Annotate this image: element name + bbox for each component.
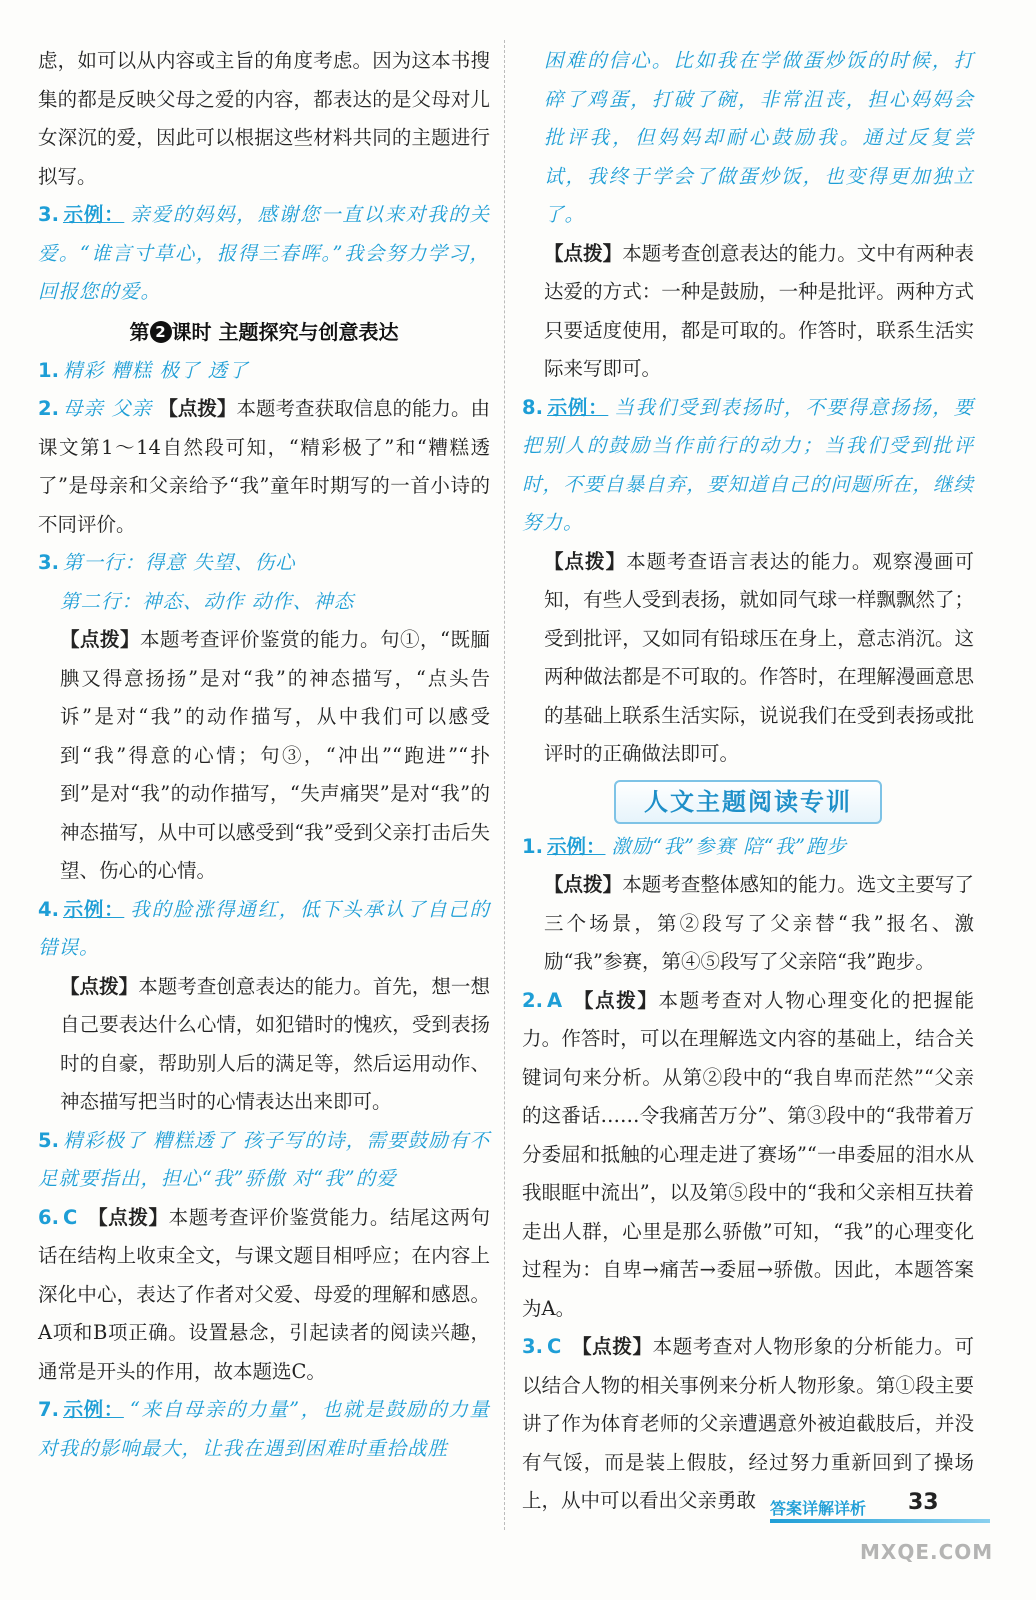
question-7-hint — [522, 235, 974, 389]
answer-line-2: 第二行：神态、动作 动作、神态 — [60, 589, 355, 613]
example-tag: 示例： — [546, 395, 609, 419]
question-3b-hint — [38, 621, 490, 891]
answer-text: 困难的信心。比如我在学做蛋炒饭的时候，打碎了鸡蛋，打破了碗，非常沮丧，担心妈妈会批评我，但妈妈却耐心鼓励我。通过反复尝试，我终于学会了做蛋炒饭，也变得更加独立了。 — [544, 49, 974, 226]
question-4 — [38, 891, 490, 968]
hint-text: 本题考查创意表达的能力。首先，想一想自己要表达什么心情，如犯错时的愧疚，受到表扬时的自豪，帮助别人后的满足等，然后运用动作、神态描写把当时的心情表达出来即可。 — [60, 974, 490, 1113]
example-tag: 示例： — [62, 1398, 124, 1421]
hint-label: 【点拨】 — [88, 1205, 169, 1229]
answer-text: 我的脸涨得通红，低下头承认了自己的错误。 — [38, 897, 490, 959]
hint-label: 【点拨】 — [60, 628, 141, 651]
answer-text: 激励“我”参赛 陪“我”跑步 — [611, 834, 848, 858]
example-tag: 示例： — [62, 897, 125, 921]
lesson-number-badge: 2 — [150, 321, 172, 343]
hint-label: 【点拨】 — [544, 873, 623, 896]
example-tag: 示例： — [62, 203, 125, 226]
page-number: 33 — [908, 1490, 939, 1515]
section-banner-wrap — [522, 774, 974, 828]
question-number: 3. — [38, 551, 59, 574]
left-column — [38, 42, 490, 1468]
reading-question-1 — [522, 828, 974, 867]
question-3b — [38, 544, 490, 583]
question-number: 1. — [522, 834, 543, 858]
lesson-prefix: 第 — [129, 319, 150, 344]
question-6 — [38, 1199, 490, 1392]
hint-text: 本题考查获取信息的能力。由课文第1～14自然段可知，“精彩极了”和“糟糕透了”是母亲和父亲给予“我”童年时期写的一首小诗的不同评价。 — [38, 397, 490, 536]
hint-text: 本题考查整体感知的能力。选文主要写了三个场景，第②段写了父亲替“我”报名、激励“我”参赛，第④⑤段写了父亲陪“我”跑步。 — [544, 873, 974, 973]
answer-line-1: 第一行：得意 失望、伤心 — [62, 551, 296, 574]
question-1 — [38, 352, 490, 391]
lesson-heading — [38, 312, 490, 352]
intro-paragraph: 虑，如可以从内容或主旨的角度考虑。因为这本书搜集的都是反映父母之爱的内容，都表达的是父母对儿女深沉的爱，因此可以根据这些材料共同的主题进行拟写。 — [38, 49, 490, 188]
hint-label: 【点拨】 — [544, 241, 623, 265]
answer-text: 母亲 父亲 — [62, 397, 153, 420]
question-7 — [38, 1391, 490, 1468]
hint-label: 【点拨】 — [573, 988, 659, 1012]
question-number: 2. — [38, 397, 59, 420]
answer-text: 当我们受到表扬时，不要得意扬扬，要把别人的鼓励当作前行的动力；当我们受到批评时，不要自暴自弃，要知道自己的问题所在，继续努力。 — [522, 395, 974, 534]
hint-label: 【点拨】 — [60, 974, 139, 998]
question-number: 4. — [38, 897, 59, 921]
footer-label: 答案详解详析 — [770, 1499, 867, 1518]
hint-text: 本题考查对人物形象的分析能力。可以结合人物的相关事例来分析人物形象。第①段主要讲了作为体育老师的父亲遭遇意外被迫截肢后，并没有气馁，而是装上假肢，经过努力重新回到了操场上，从中可以看出父亲勇敢 — [522, 1335, 974, 1512]
hint-text: 本题考查对人物心理变化的把握能力。作答时，可以在理解选文内容的基础上，结合关键词句来分析。从第②段中的“我自卑而茫然”“父亲的这番话……令我痛苦万分”、第③段中的“我带着万分委屈和抵触的心理走进了赛场”“一串委屈的泪水从我眼眶中流出”，以及第⑤段中的“我和父亲相互扶着走出人群，心里是那么骄傲”可知，“我”的心理变化过程为：自卑→痛苦→委屈→骄傲。因此，本题答案为A。 — [522, 988, 974, 1320]
question-2 — [38, 390, 490, 544]
question-5 — [38, 1122, 490, 1199]
question-3b-line-2 — [38, 583, 490, 622]
question-number: 5. — [38, 1128, 59, 1152]
question-number: 1. — [38, 358, 59, 382]
answer-choice: C — [62, 1205, 78, 1229]
reading-question-2 — [522, 982, 974, 1329]
column-divider — [504, 40, 505, 1530]
question-8-hint — [522, 543, 974, 774]
example-tag: 示例： — [546, 834, 606, 858]
watermark: MXQE.COM — [860, 1540, 994, 1564]
hint-text: 本题考查评价鉴赏能力。结尾这两句话在结构上收束全文，与课文题目相呼应；在内容上深化中心，表达了作者对父爱、母爱的理解和感恩。A项和B项正确。设置悬念，引起读者的阅读兴趣，通常是开头的作用，故本题选C。 — [38, 1205, 490, 1383]
question-number: 8. — [522, 395, 543, 419]
hint-label: 【点拨】 — [572, 1335, 653, 1358]
question-number: 3. — [38, 203, 59, 226]
hint-text: 本题考查评价鉴赏的能力。句①，“既腼腆又得意扬扬”是对“我”的神态描写，“点头告诉”是对“我”的动作描写，从中我们可以感受到“我”得意的心情；句③，“冲出”“跑进”“扑到”是对“我”的动作描写，“失声痛哭”是对“我”的神态描写，从中可以感受到“我”受到父亲打击后失望、伤心的心情。 — [60, 628, 490, 882]
answer-text: 精彩极了 糟糕透了 孩子写的诗，需要鼓励有不足就要指出，担心“我”骄傲 对“我”的爱 — [38, 1128, 490, 1190]
question-number: 6. — [38, 1205, 59, 1229]
question-number: 3. — [522, 1335, 543, 1358]
footer-bar — [770, 1519, 990, 1523]
hint-text: 本题考查创意表达的能力。文中有两种表达爱的方式：一种是鼓励，一种是批评。两种方式只要适度使用，都是可取的。作答时，联系生活实际来写即可。 — [544, 241, 974, 380]
question-8 — [522, 389, 974, 543]
answer-text: “来自母亲的力量”，也就是鼓励的力量对我的影响最大，让我在遇到困难时重拾战胜 — [38, 1398, 490, 1460]
question-number: 7. — [38, 1398, 59, 1421]
right-column — [522, 42, 974, 1521]
question-4-hint — [38, 968, 490, 1122]
answer-choice: A — [546, 988, 563, 1012]
reading-question-3 — [522, 1328, 974, 1521]
question-7-continued — [522, 42, 974, 235]
answer-text: 精彩 糟糕 极了 透了 — [62, 358, 249, 382]
hint-text: 本题考查语言表达的能力。观察漫画可知，有些人受到表扬，就如同气球一样飘飘然了；受到批评，又如同有铅球压在身上，意志消沉。这两种做法都是不可取的。作答时，在理解漫画意思的基础上联系生活实际，说说我们在受到表扬或批评时的正确做法即可。 — [544, 549, 974, 765]
lesson-title: 课时 主题探究与创意表达 — [171, 319, 399, 344]
answer-text: 亲爱的妈妈，感谢您一直以来对我的关爱。“谁言寸草心，报得三春晖。”我会努力学习，回报您的爱。 — [38, 203, 490, 303]
question-number: 2. — [522, 988, 543, 1012]
hint-label: 【点拨】 — [158, 397, 237, 420]
hint-label: 【点拨】 — [544, 549, 627, 573]
reading-question-1-hint — [522, 866, 974, 982]
question-3a — [38, 196, 490, 312]
answer-choice: C — [546, 1335, 562, 1358]
section-banner: 人文主题阅读专训 — [614, 780, 882, 824]
